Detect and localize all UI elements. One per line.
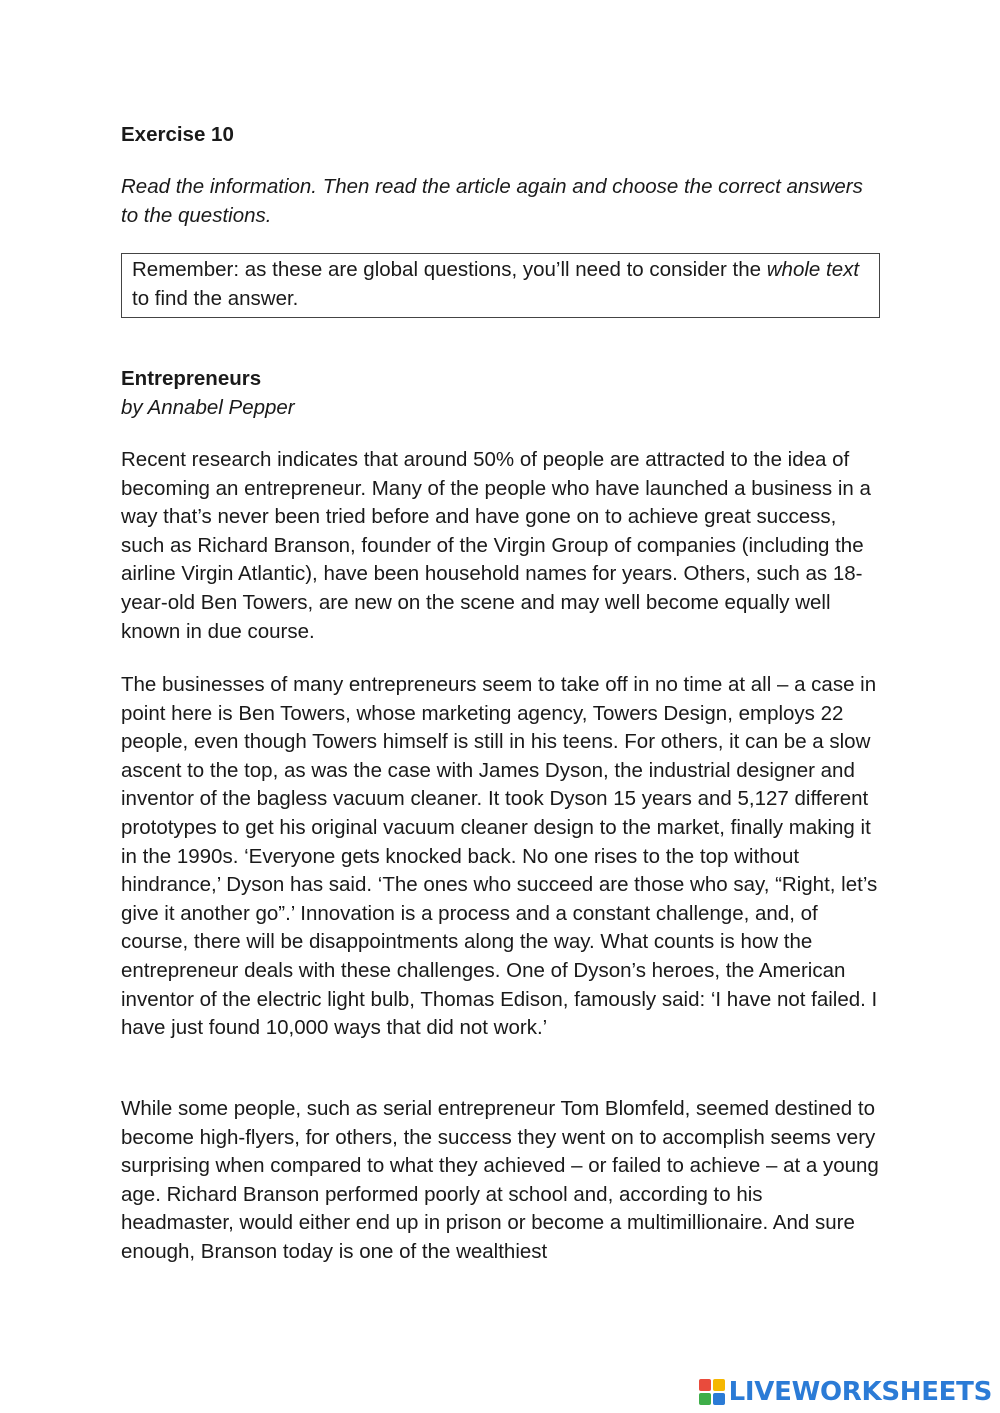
article-paragraph: While some people, such as serial entrepreneur Tom Blomfeld, seemed destined to become high-flyers, for others, the success they went on to accomplish seems very surprising when compared to what they achieved – or failed to achieve – at a young age. Richard Branson performed poorly at school and, according to his headmaster, would either end up in prison or become a multimillionaire. And sure enough, Branson today is one of the wealthiest xyxy=(121,1097,879,1263)
exercise-title: Exercise 10 xyxy=(121,123,234,146)
article-paragraph: Recent research indicates that around 50% of people are attracted to the idea of becoming an entrepreneur. Many of the people who have launched a business in a way that’s never been tried before and have gone on to achieve great success, such as Richard Branson, founder of the Virgin Group of companies (including the airline Virgin Atlantic), have been household names for years. Others, such as 18-year-old Ben Towers, are new on the scene and may well become equally well known in due course. xyxy=(121,448,871,643)
reminder-text: Remember: as these are global questions, you’ll need to consider the xyxy=(132,258,767,281)
reminder-text-end: to find the answer. xyxy=(132,286,299,310)
reminder-box xyxy=(121,253,880,318)
logo-wordmark: LIVEWORKSHEETS xyxy=(728,1377,992,1407)
logo-icon xyxy=(699,1379,725,1405)
exercise-instruction: Read the information. Then read the article again and choose the correct answers to the questions. xyxy=(121,175,863,227)
reminder-emphasis: whole text xyxy=(766,258,860,281)
article-byline: by Annabel Pepper xyxy=(121,396,295,419)
article-paragraph: The businesses of many entrepreneurs seem to take off in no time at all – a case in point here is Ben Towers, whose marketing agency, Towers Design, employs 22 people, even though Towers himself is still in his teens. For others, it can be a slow ascent to the top, as was the case with James Dyson, the industrial designer and inventor of the bagless vacuum cleaner. It took Dyson 15 years and 5,127 different prototypes to get his original vacuum cleaner design to the market, finally making it in the 1990s. ‘Everyone gets knocked back. No one rises to the top without hindrance,’ Dyson has said. ‘The ones who succeed are those who say, “Right, let’s give it another go”.’ Innovation is a process and a constant challenge, and, of course, there will be disappointments along the way. What counts is how the entrepreneur deals with these challenges. One of Dyson’s heroes, the American inventor of the electric light bulb, Thomas Edison, famously said: ‘I have not failed. I have just found 10,000 ways that did not work.’ xyxy=(121,673,878,1040)
liveworksheets-logo xyxy=(699,1375,992,1409)
article-title: Entrepreneurs xyxy=(121,367,262,390)
